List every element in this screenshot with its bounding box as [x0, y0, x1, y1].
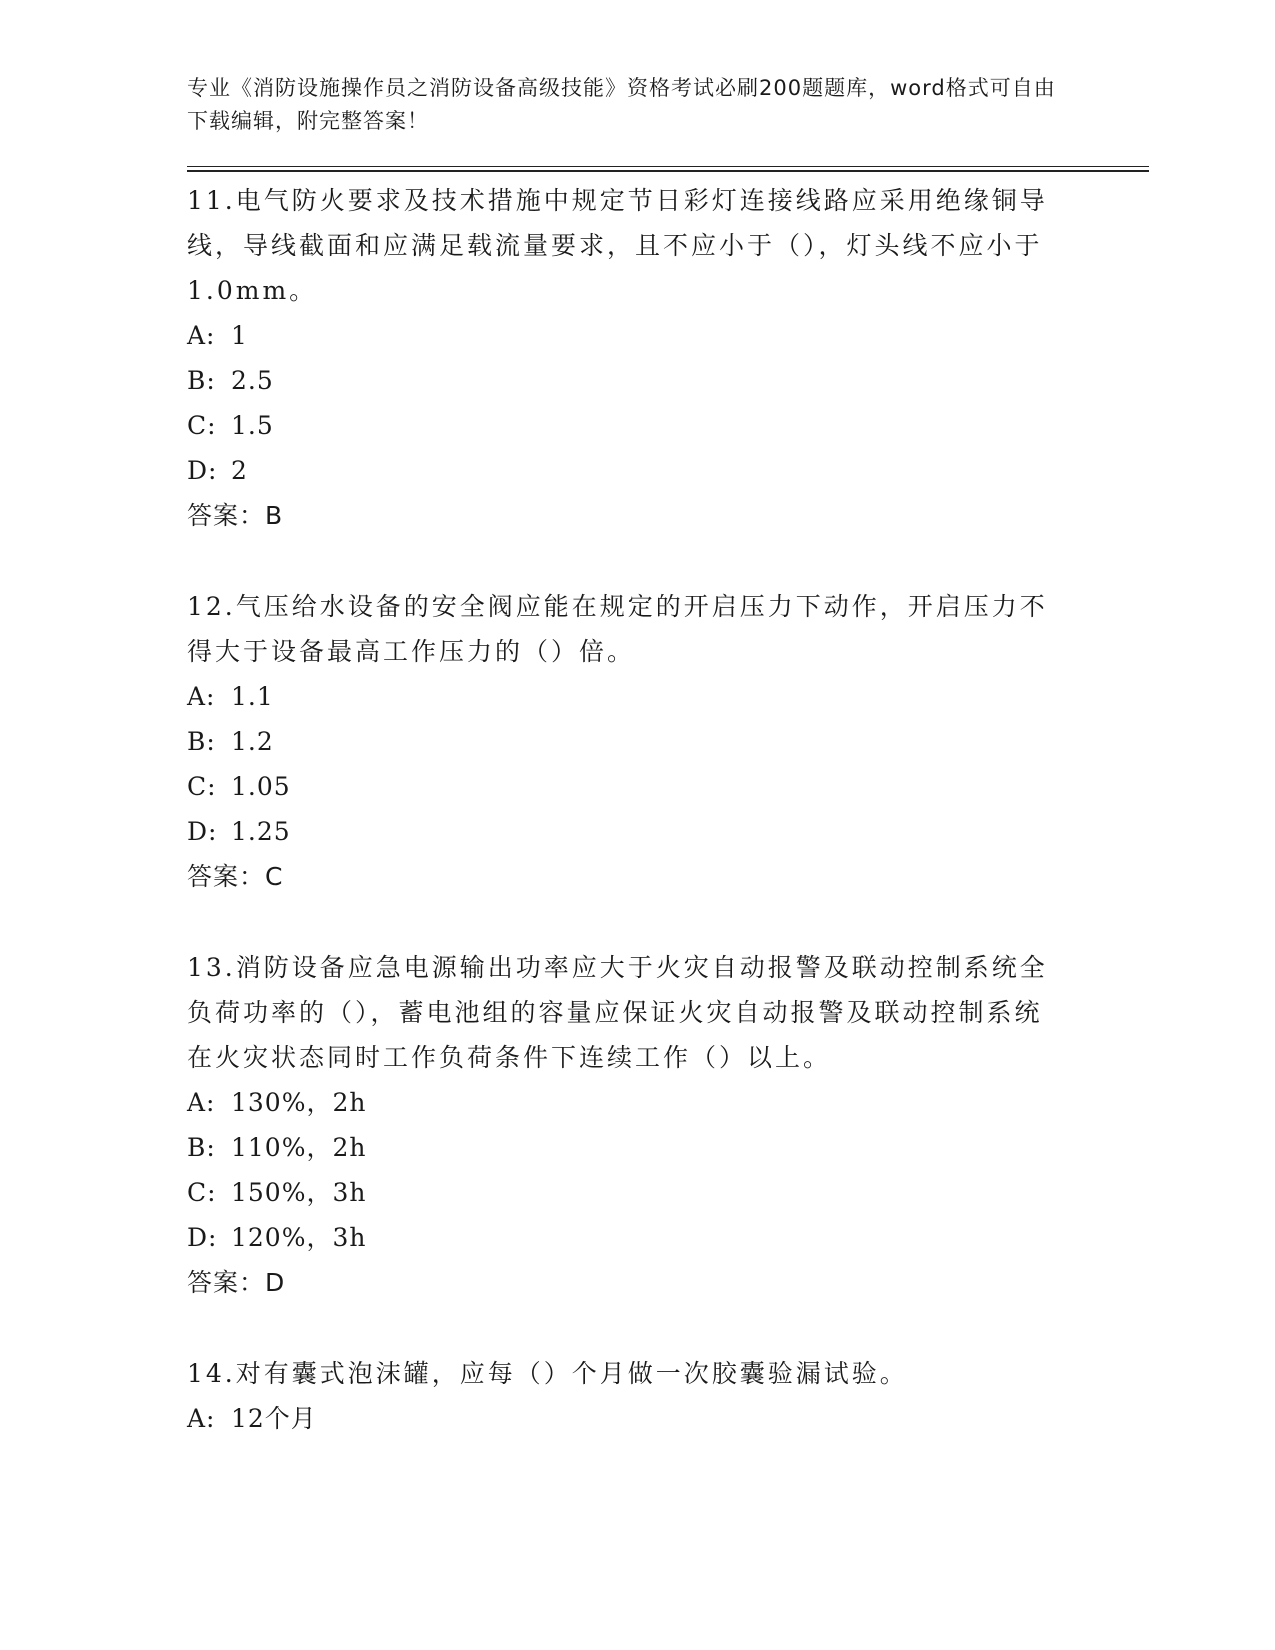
option-value: 1 [231, 321, 248, 350]
option-letter: B: [187, 727, 216, 756]
question-13 [187, 945, 1147, 1305]
question-list [187, 178, 1147, 1441]
option-value: 1.5 [231, 411, 274, 440]
option-value: 12个月 [231, 1404, 317, 1433]
question-12 [187, 584, 1147, 899]
option-value: 1.1 [231, 682, 274, 711]
option-value: 1.25 [231, 817, 291, 846]
header-divider [187, 166, 1149, 172]
option-letter: C: [187, 1178, 217, 1207]
option-b [187, 719, 1147, 764]
option-letter: A: [187, 682, 216, 711]
option-d [187, 809, 1147, 854]
option-value: 2.5 [231, 366, 274, 395]
option-value: 150%，3h [231, 1178, 367, 1207]
option-value: 120%，3h [231, 1223, 367, 1252]
option-c [187, 764, 1147, 809]
option-c [187, 1170, 1147, 1215]
document-header: 专业《消防设施操作员之消防设备高级技能》资格考试必刷200题题库，word格式可自由下载编辑，附完整答案！ [187, 76, 1056, 133]
answer: 答案：B [187, 501, 284, 530]
option-b [187, 358, 1147, 403]
option-letter: A: [187, 321, 216, 350]
option-letter: C: [187, 411, 217, 440]
option-d [187, 448, 1147, 493]
question-14 [187, 1351, 1147, 1441]
option-b [187, 1125, 1147, 1170]
option-value: 1.2 [231, 727, 274, 756]
option-a [187, 1396, 1147, 1441]
question-text: 11.电气防火要求及技术措施中规定节日彩灯连接线路应采用绝缘铜导线，导线截面和应满足载流量要求，且不应小于（），灯头线不应小于1.0mm。 [187, 186, 1048, 305]
option-d [187, 1215, 1147, 1260]
question-text: 12.气压给水设备的安全阀应能在规定的开启压力下动作，开启压力不得大于设备最高工作压力的（）倍。 [187, 592, 1048, 666]
option-value: 2 [231, 456, 248, 485]
option-letter: C: [187, 772, 217, 801]
option-letter: A: [187, 1088, 216, 1117]
option-letter: B: [187, 1133, 216, 1162]
option-letter: D: [187, 1223, 218, 1252]
question-11 [187, 178, 1147, 538]
option-letter: D: [187, 817, 218, 846]
option-letter: A: [187, 1404, 216, 1433]
option-a [187, 313, 1147, 358]
document-page [187, 72, 1147, 1487]
option-value: 130%，2h [231, 1088, 367, 1117]
question-text: 14.对有囊式泡沫罐，应每（）个月做一次胶囊验漏试验。 [187, 1359, 908, 1388]
answer: 答案：D [187, 1268, 286, 1297]
question-text: 13.消防设备应急电源输出功率应大于火灾自动报警及联动控制系统全负荷功率的（），蓄电池组的容量应保证火灾自动报警及联动控制系统在火灾状态同时工作负荷条件下连续工作（）以上。 [187, 953, 1048, 1072]
option-letter: B: [187, 366, 216, 395]
option-value: 1.05 [231, 772, 291, 801]
option-a [187, 1080, 1147, 1125]
option-a [187, 674, 1147, 719]
option-value: 110%，2h [231, 1133, 367, 1162]
option-c [187, 403, 1147, 448]
option-letter: D: [187, 456, 218, 485]
answer: 答案：C [187, 862, 284, 891]
